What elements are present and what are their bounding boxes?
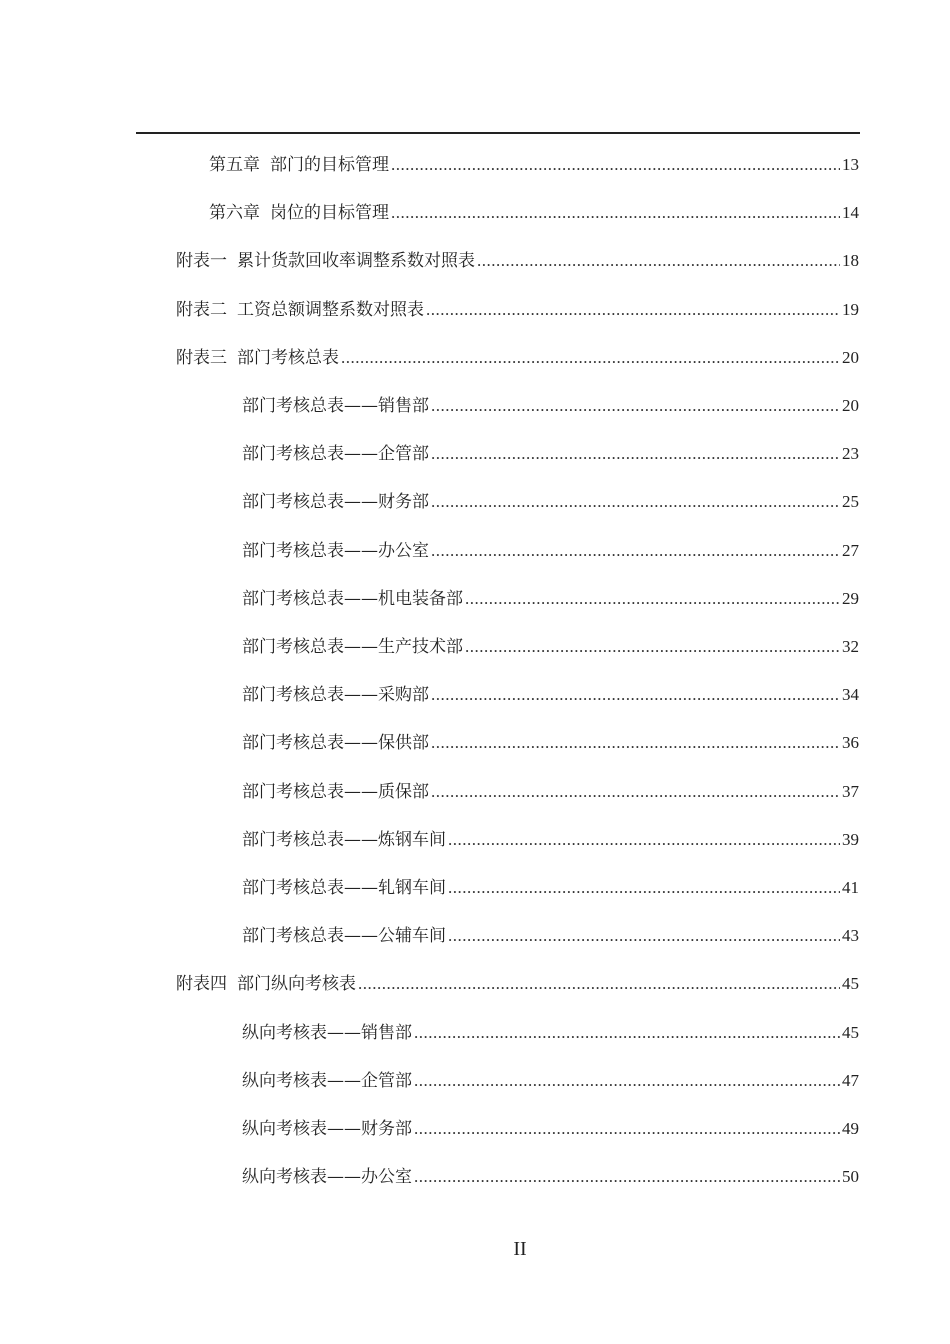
toc-entry-text: 部门的目标管理 bbox=[270, 155, 389, 175]
toc-entry[interactable] bbox=[176, 246, 859, 276]
toc-entry-label: 第六章 bbox=[209, 203, 260, 224]
toc-entry-title bbox=[242, 873, 446, 903]
toc-entry-text: 部门纵向考核表 bbox=[237, 974, 356, 995]
toc-entry-title bbox=[242, 632, 463, 662]
toc-page-number: 20 bbox=[842, 396, 859, 415]
toc-entry[interactable] bbox=[176, 295, 859, 325]
toc-page-number: 13 bbox=[842, 155, 859, 174]
toc-dot-leader bbox=[391, 150, 840, 180]
toc-page-number: 20 bbox=[842, 347, 859, 367]
toc-dot-leader bbox=[477, 246, 840, 276]
toc-dot-leader bbox=[431, 728, 840, 758]
toc-dot-leader bbox=[431, 391, 840, 421]
toc-entry-text: 部门考核总表——质保部 bbox=[242, 781, 429, 802]
toc-entry-text: 工资总额调整系数对照表 bbox=[237, 299, 424, 320]
toc-entry[interactable] bbox=[242, 1162, 859, 1192]
toc-dot-leader bbox=[426, 295, 840, 325]
toc-entry-title bbox=[242, 439, 429, 469]
toc-entry-text: 部门考核总表——机电装备部 bbox=[242, 588, 463, 609]
toc-entry-title bbox=[242, 1162, 412, 1192]
toc-entry-title bbox=[242, 536, 429, 566]
toc-entry[interactable] bbox=[242, 1114, 859, 1144]
toc-dot-leader bbox=[465, 584, 840, 614]
toc-entry-text: 部门考核总表——财务部 bbox=[242, 492, 429, 513]
toc-entry-title bbox=[242, 584, 463, 614]
toc-dot-leader bbox=[414, 1018, 840, 1048]
toc-entry-text: 纵向考核表——销售部 bbox=[242, 1022, 412, 1043]
toc-dot-leader bbox=[465, 632, 840, 662]
toc-page-number: 27 bbox=[842, 540, 859, 560]
toc-entry-text: 部门考核总表——生产技术部 bbox=[242, 637, 463, 657]
toc-entry[interactable] bbox=[242, 728, 859, 758]
toc-page-number: 18 bbox=[842, 251, 859, 271]
toc-entry-text: 岗位的目标管理 bbox=[270, 203, 389, 224]
toc-dot-leader bbox=[358, 969, 840, 999]
toc-dot-leader bbox=[341, 343, 840, 373]
toc-dot-leader bbox=[414, 1066, 840, 1096]
toc-page-number: 41 bbox=[842, 878, 859, 897]
toc-page-number: 45 bbox=[842, 1022, 859, 1042]
toc-entry-title bbox=[242, 391, 429, 421]
toc-entry-title bbox=[176, 969, 356, 999]
toc-page-number: 45 bbox=[842, 974, 859, 994]
toc-entry-text: 部门考核总表——销售部 bbox=[242, 396, 429, 416]
toc-entry-label: 附表二 bbox=[176, 299, 227, 320]
toc-entry[interactable] bbox=[242, 1018, 859, 1048]
toc-page-number: 47 bbox=[842, 1070, 859, 1090]
toc-entry-text: 部门考核总表 bbox=[237, 347, 339, 368]
toc-dot-leader bbox=[391, 198, 840, 228]
toc-entry[interactable] bbox=[242, 536, 859, 566]
toc-entry-title bbox=[176, 295, 424, 325]
toc-entry-text: 部门考核总表——采购部 bbox=[242, 685, 429, 706]
toc-entry-title bbox=[209, 198, 389, 228]
toc-dot-leader bbox=[414, 1114, 840, 1144]
toc-entry-text: 纵向考核表——办公室 bbox=[242, 1167, 412, 1188]
toc-page-number: 23 bbox=[842, 444, 859, 464]
toc-page-number: 43 bbox=[842, 926, 859, 946]
page-number: II bbox=[513, 1238, 527, 1260]
toc-entry-label: 附表四 bbox=[176, 974, 227, 995]
toc-entry[interactable] bbox=[209, 198, 859, 228]
toc-entry[interactable] bbox=[242, 391, 859, 421]
header-rule bbox=[136, 132, 860, 134]
toc-page-number: 39 bbox=[842, 829, 859, 849]
toc-entry[interactable] bbox=[242, 632, 859, 662]
toc-entry[interactable] bbox=[242, 921, 859, 951]
toc-entry[interactable] bbox=[242, 825, 859, 855]
toc-entry-label: 附表三 bbox=[176, 347, 227, 368]
toc-entry-title bbox=[242, 487, 429, 517]
toc-entry-title bbox=[176, 343, 339, 373]
toc-entry[interactable] bbox=[242, 1066, 859, 1096]
toc-entry-text: 纵向考核表——企管部 bbox=[242, 1070, 412, 1091]
toc-dot-leader bbox=[448, 921, 840, 951]
toc-dot-leader bbox=[448, 873, 840, 903]
toc-entry-label: 附表一 bbox=[176, 251, 227, 272]
toc-entry-title bbox=[242, 825, 446, 855]
toc-entry[interactable] bbox=[242, 439, 859, 469]
toc-entry-text: 部门考核总表——企管部 bbox=[242, 444, 429, 465]
toc-entry[interactable] bbox=[176, 969, 859, 999]
toc-entry-title bbox=[242, 680, 429, 710]
toc-page-number: 37 bbox=[842, 781, 859, 801]
toc-entry-text: 部门考核总表——轧钢车间 bbox=[242, 878, 446, 898]
toc-entry-title bbox=[242, 728, 429, 758]
toc-entry-title bbox=[242, 1114, 412, 1144]
toc-entry[interactable] bbox=[242, 777, 859, 807]
toc-entry[interactable] bbox=[176, 343, 859, 373]
toc-dot-leader bbox=[448, 825, 840, 855]
toc-entry[interactable] bbox=[242, 873, 859, 903]
toc-page-number: 25 bbox=[842, 492, 859, 512]
toc-entry-text: 部门考核总表——保供部 bbox=[242, 733, 429, 754]
toc-page-number: 19 bbox=[842, 299, 859, 319]
toc-page-number: 49 bbox=[842, 1119, 859, 1138]
toc-entry-title bbox=[242, 921, 446, 951]
toc-entry-title bbox=[176, 246, 475, 276]
toc-entry-text: 累计货款回收率调整系数对照表 bbox=[237, 251, 475, 272]
toc-entry-title bbox=[242, 1066, 412, 1096]
toc-page-number: 29 bbox=[842, 588, 859, 608]
toc-entry[interactable] bbox=[242, 584, 859, 614]
toc-entry-label: 第五章 bbox=[209, 155, 260, 175]
toc-dot-leader bbox=[431, 439, 840, 469]
toc-dot-leader bbox=[414, 1162, 840, 1192]
toc-entry-title bbox=[209, 150, 389, 180]
toc-page-number: 50 bbox=[842, 1167, 859, 1187]
toc-page-number: 32 bbox=[842, 637, 859, 656]
toc-entry-text: 部门考核总表——炼钢车间 bbox=[242, 829, 446, 850]
toc-page-number: 34 bbox=[842, 685, 859, 705]
toc-dot-leader bbox=[431, 536, 840, 566]
toc-entry-text: 部门考核总表——公辅车间 bbox=[242, 926, 446, 947]
toc-entry-title bbox=[242, 1018, 412, 1048]
toc-entry[interactable] bbox=[242, 680, 859, 710]
toc-dot-leader bbox=[431, 777, 840, 807]
toc-entry-text: 纵向考核表——财务部 bbox=[242, 1119, 412, 1139]
toc-entry-text: 部门考核总表——办公室 bbox=[242, 540, 429, 561]
toc-dot-leader bbox=[431, 680, 840, 710]
toc-dot-leader bbox=[431, 487, 840, 517]
toc-entry[interactable] bbox=[242, 487, 859, 517]
toc-page-number: 36 bbox=[842, 733, 859, 753]
toc-entry[interactable] bbox=[209, 150, 859, 180]
toc-entry-title bbox=[242, 777, 429, 807]
toc-page-number: 14 bbox=[842, 203, 859, 223]
